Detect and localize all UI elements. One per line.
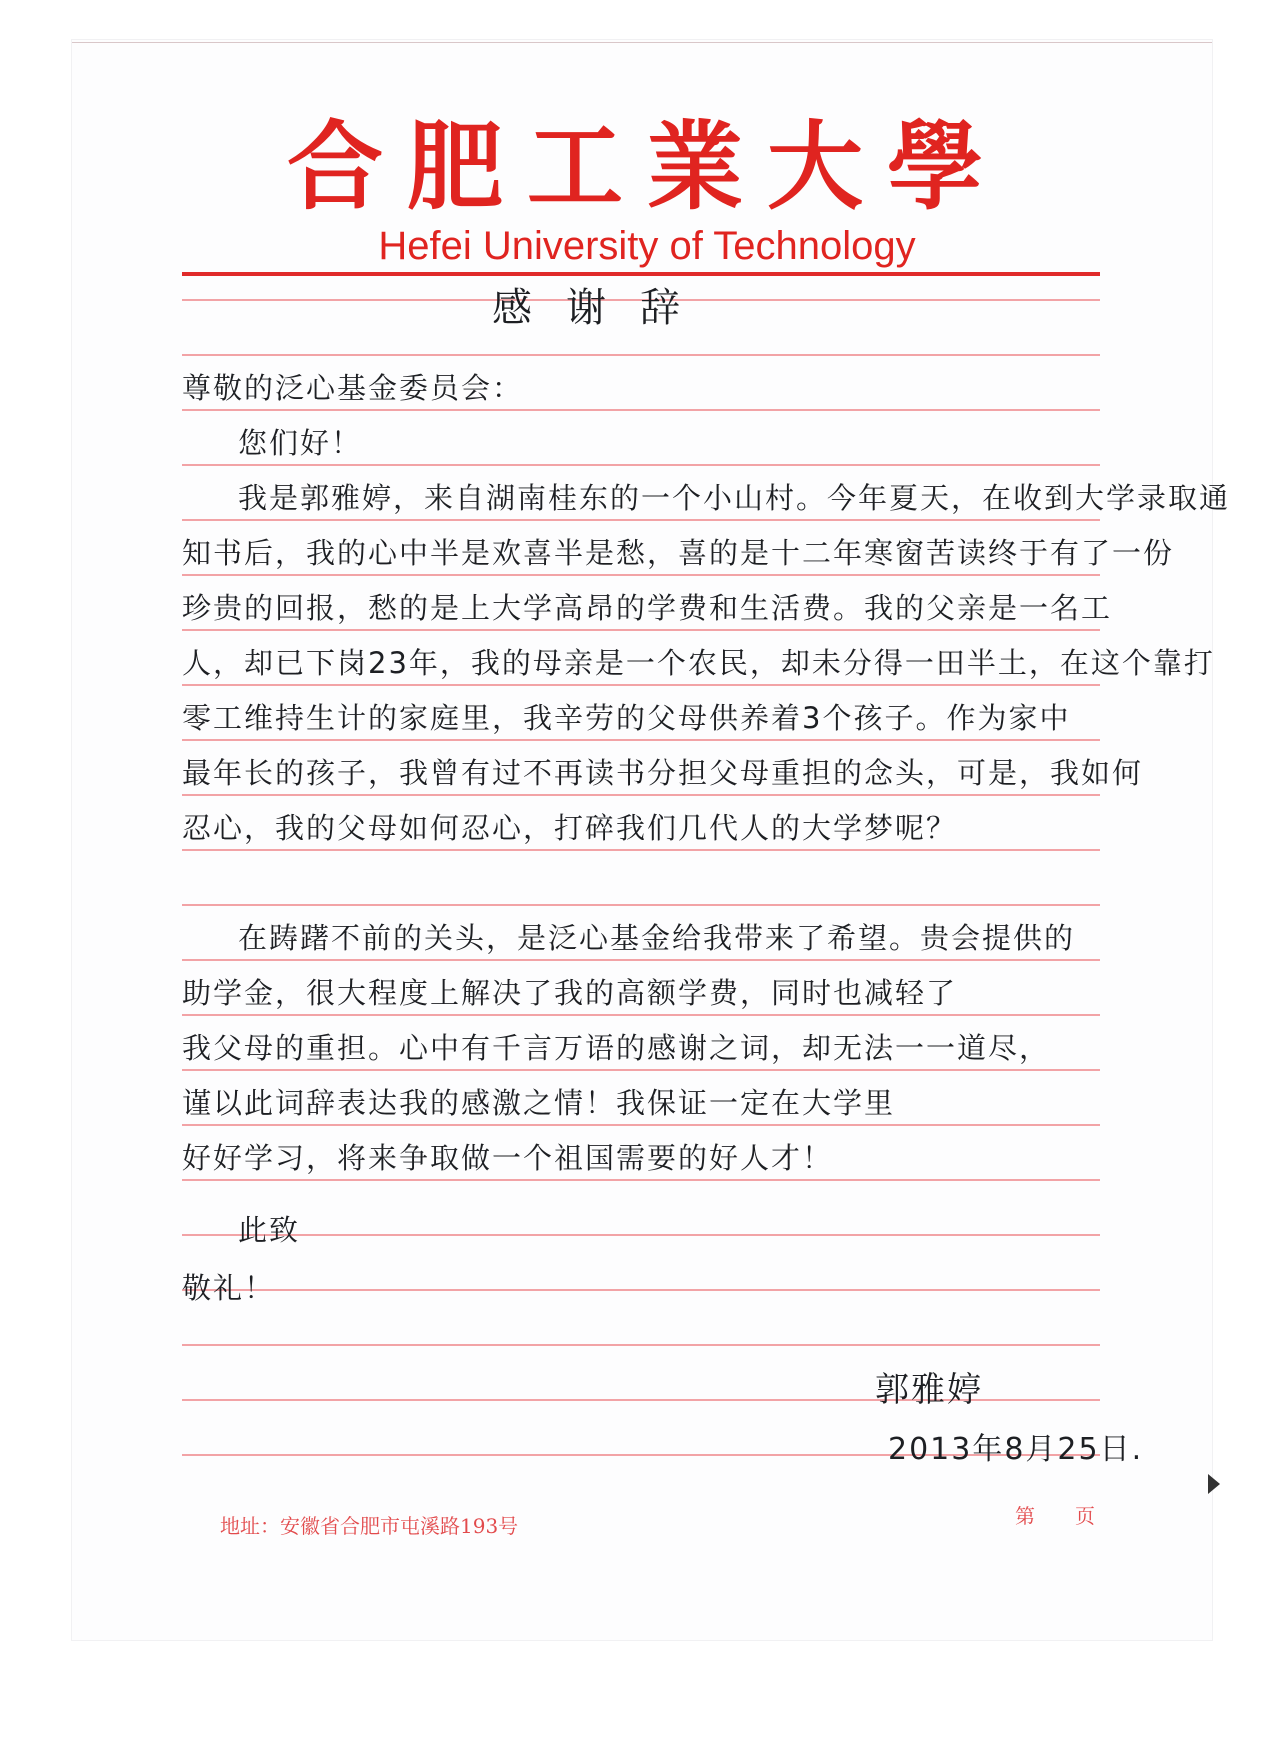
letter-closing: 此致 <box>238 1213 301 1247</box>
letter-body-line: 助学金，很大程度上解决了我的高额学费，同时也减轻了 <box>182 976 958 1010</box>
ruled-line <box>182 794 1100 796</box>
paper-top-edge <box>72 42 1212 43</box>
ruled-line <box>182 904 1100 906</box>
ruled-line <box>182 849 1100 851</box>
header-rule <box>182 272 1100 276</box>
ruled-line <box>182 574 1100 576</box>
letter-body-line: 好好学习，将来争取做一个祖国需要的好人才！ <box>182 1141 834 1175</box>
letter-greeting: 您们好！ <box>238 426 363 460</box>
letter-closing-regards: 敬礼！ <box>182 1271 276 1305</box>
ruled-line <box>182 684 1100 686</box>
letter-date: 2013年8月25日. <box>888 1432 1144 1467</box>
ruled-line <box>182 1234 1100 1236</box>
university-name-en: Hefei University of Technology <box>378 224 916 268</box>
letter-body-line: 零工维持生计的家庭里，我辛劳的父母供养着3个孩子。作为家中 <box>182 701 1071 735</box>
letter-body-line: 在踌躇不前的关头，是泛心基金给我带来了希望。贵会提供的 <box>238 921 1076 955</box>
letter-signature: 郭雅婷 <box>875 1370 983 1410</box>
ruled-line <box>182 1124 1100 1126</box>
ruled-line <box>182 519 1100 521</box>
letter-body-line: 谨以此词辞表达我的感激之情！我保证一定在大学里 <box>182 1086 896 1120</box>
footer-page-label: 第 页 <box>1015 1504 1095 1528</box>
ruled-line <box>182 464 1100 466</box>
ruled-line <box>182 959 1100 961</box>
ruled-line <box>182 1179 1100 1181</box>
ruled-line <box>182 409 1100 411</box>
university-name-cn: 合肥工業大學 <box>287 110 1007 223</box>
letter-body-line: 我是郭雅婷，来自湖南桂东的一个小山村。今年夏天，在收到大学录取通 <box>238 481 1231 515</box>
letter-body-line: 忍心，我的父母如何忍心，打碎我们几代人的大学梦呢？ <box>182 811 958 845</box>
letter-body-line: 最年长的孩子，我曾有过不再读书分担父母重担的念头，可是，我如何 <box>182 756 1144 790</box>
ruled-line <box>182 739 1100 741</box>
margin-mark <box>1208 1474 1220 1494</box>
letter-salutation: 尊敬的泛心基金委员会： <box>182 371 524 405</box>
letter-title: 感谢辞 <box>492 285 714 331</box>
letter-body-line: 知书后，我的心中半是欢喜半是愁，喜的是十二年寒窗苦读终于有了一份 <box>182 536 1175 570</box>
ruled-line <box>182 1344 1100 1346</box>
footer-address: 地址：安徽省合肥市屯溪路193号 <box>220 1514 519 1538</box>
letter-body-line: 珍贵的回报，愁的是上大学高昂的学费和生活费。我的父亲是一名工 <box>182 591 1113 625</box>
ruled-line <box>182 1014 1100 1016</box>
letter-body-line: 人，却已下岗23年，我的母亲是一个农民，却未分得一田半土，在这个靠打 <box>182 646 1215 680</box>
ruled-line <box>182 629 1100 631</box>
ruled-line <box>182 1069 1100 1071</box>
ruled-line <box>182 1289 1100 1291</box>
ruled-line <box>182 354 1100 356</box>
letter-body-line: 我父母的重担。心中有千言万语的感谢之词，却无法一一道尽， <box>182 1031 1051 1065</box>
